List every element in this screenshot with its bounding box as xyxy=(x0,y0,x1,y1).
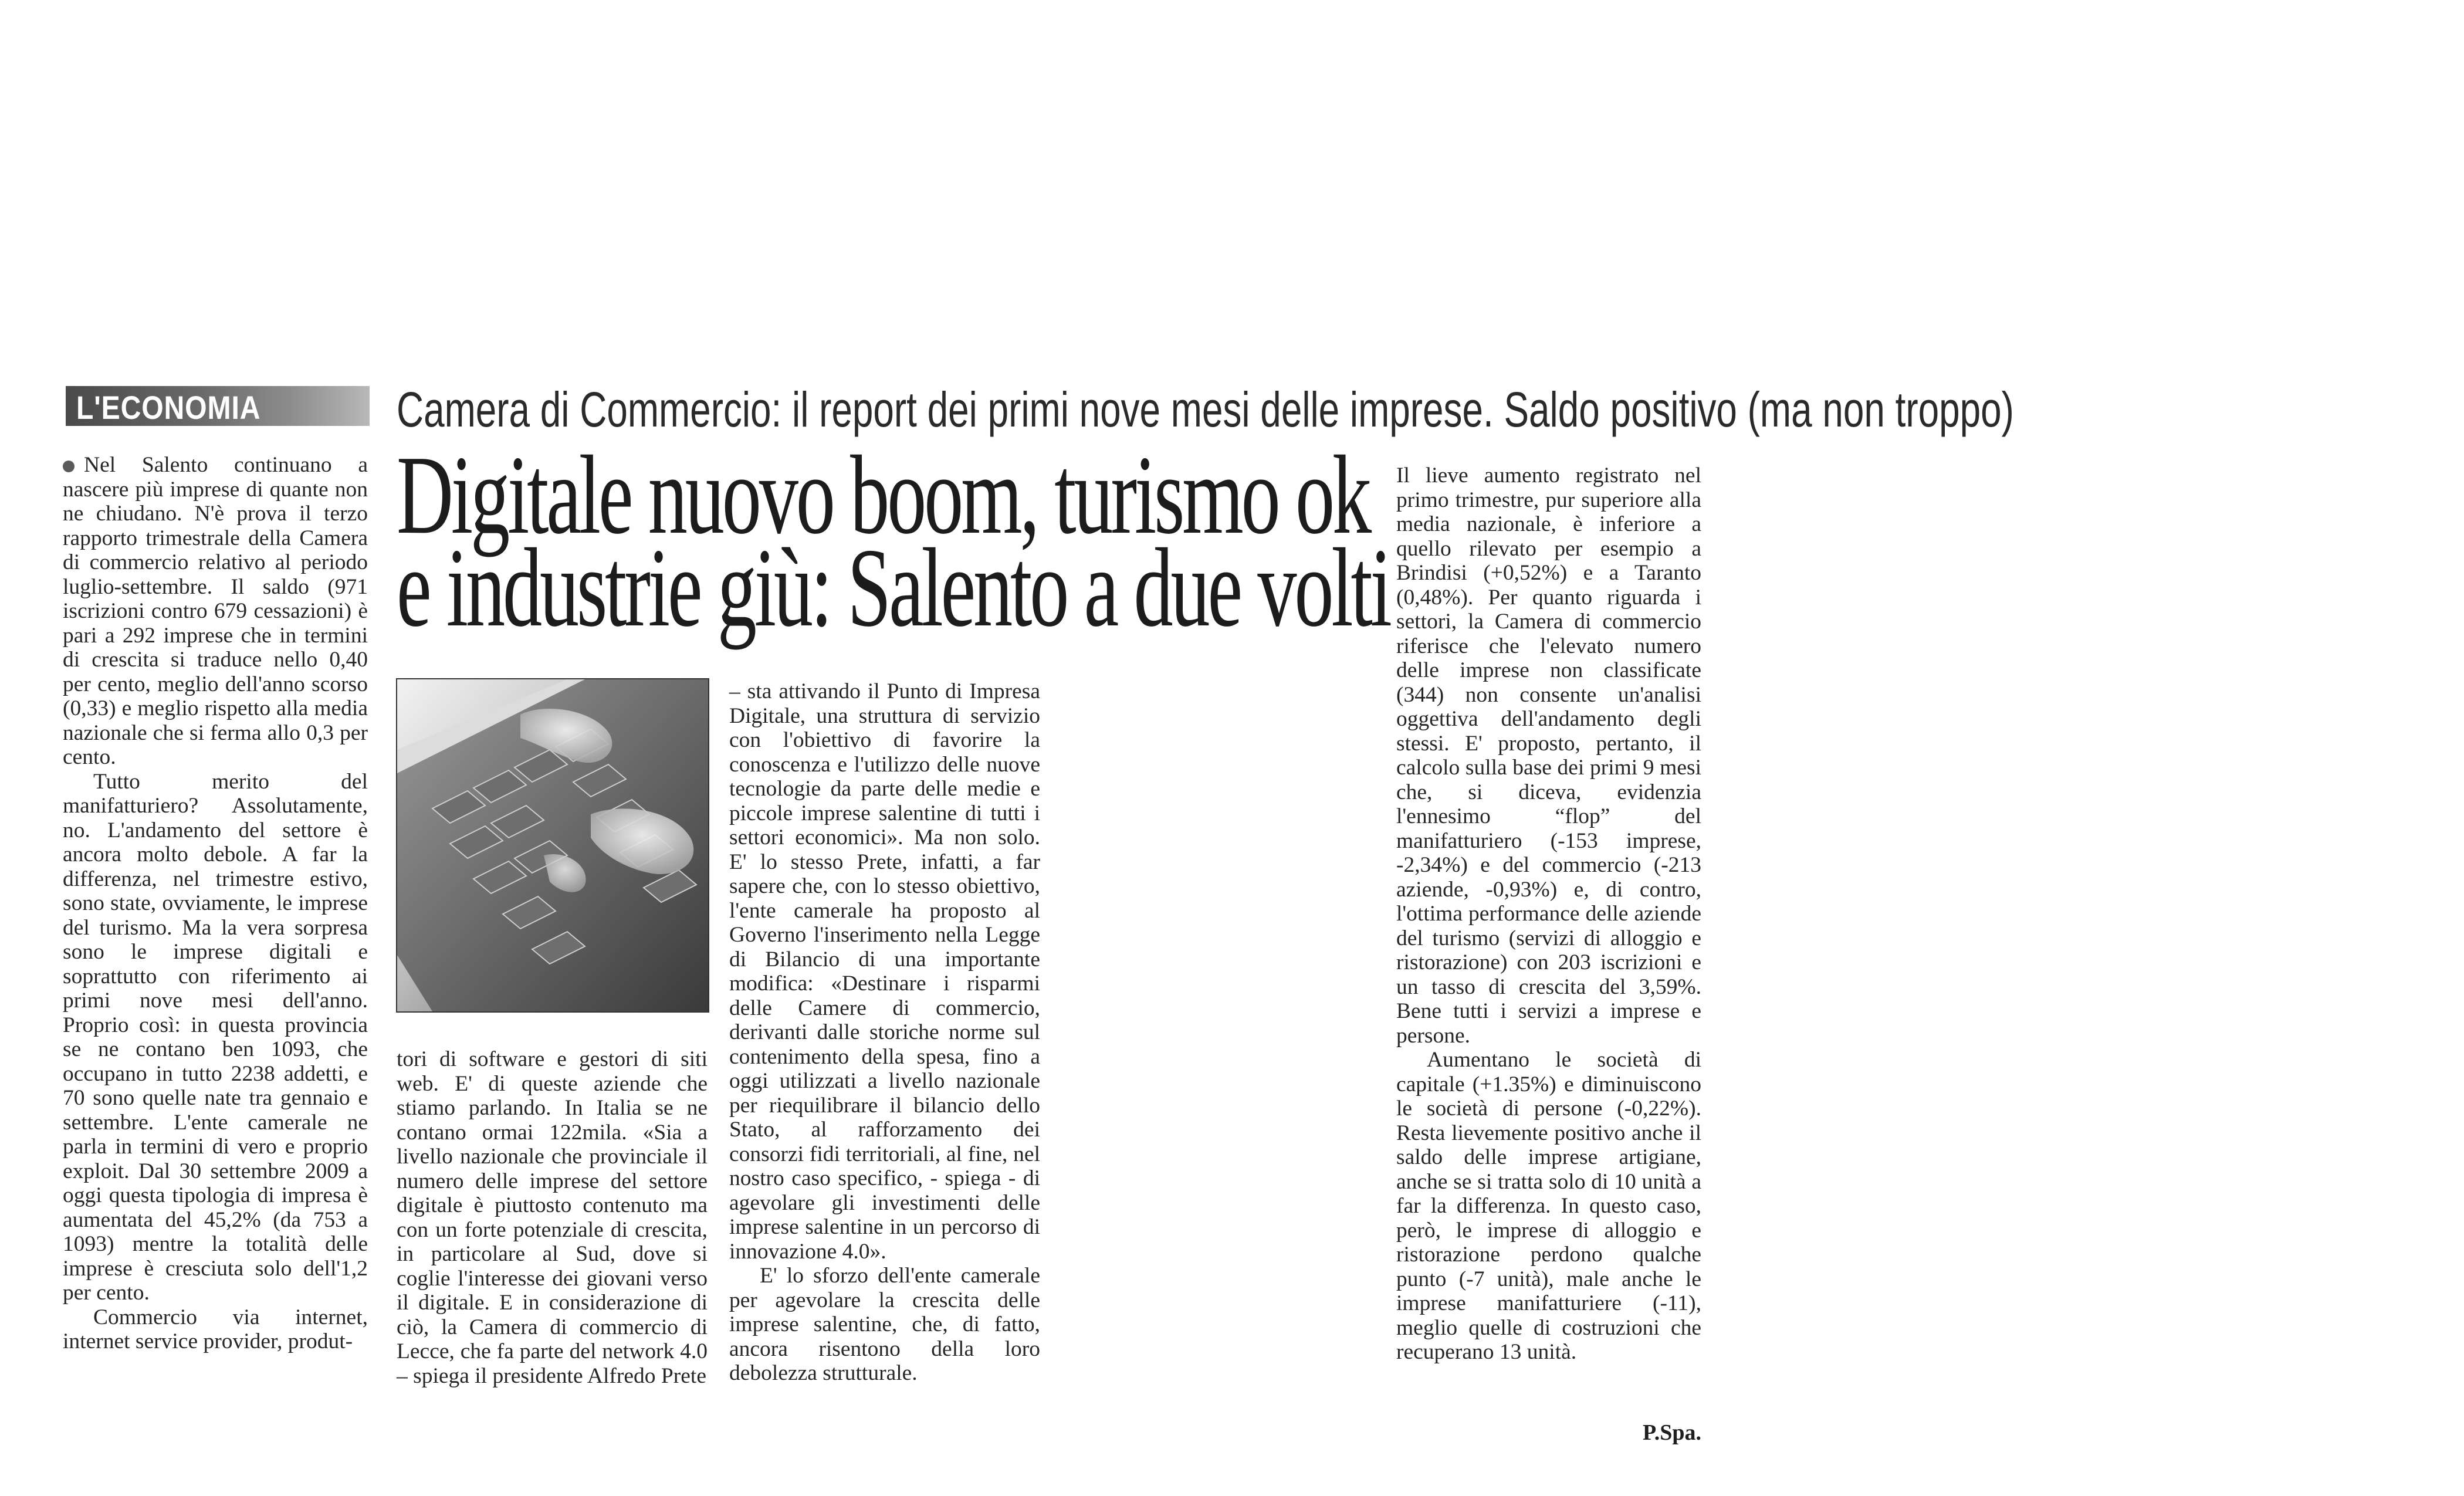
article-column-4 xyxy=(1396,463,1701,1461)
paragraph: – sta attivando il Punto di Impresa Digitale, una struttura di servizio con l'obiettivo di favorire la conoscenza e l'utilizzo delle nuove tecnologie da parte delle medie e piccole imprese salentine di tutti i settori economici». Ma non solo. E' lo stesso Prete, infatti, a far sapere che, con lo stesso obiettivo, l'ente camerale ha proposto al Governo l'inserimento nella Legge di Bilancio di una importante modifica: «Destinare i risparmi delle Camere di commercio, derivanti dalle storiche norme sul contenimento della spesa, fino a oggi utilizzati a livello nazionale per riequilibrare il bilancio dello Stato, al rafforzamento dei consorzi fidi territoriali, al fine, nel nostro caso specifico, - spiega - di agevolare gli investimenti delle imprese salentine in un percorso di innovazione 4.0». xyxy=(729,679,1040,1264)
paragraph: E' lo sforzo dell'ente camerale per agevolare la crescita delle imprese salentine, che, di fatto, ancora risentono della loro debolezza strutturale. xyxy=(729,1264,1040,1385)
paragraph: Aumentano le società di capitale (+1.35%) e diminuiscono le società di persone (-0,22%). Resta lievemente positivo anche il saldo delle imprese artigiane, anche se si tratta solo di 10 unità a far la differenza. In questo caso, però, le imprese di alloggio e ristorazione perdono qualche punto (-7 unità), male anche le imprese manifatturiere (-11), meglio quelle di costruzioni che recuperano 13 unità. xyxy=(1396,1048,1701,1364)
section-tag xyxy=(66,386,370,426)
laptop-keyboard-image xyxy=(397,679,708,1011)
kicker: Camera di Commercio: il report dei primi nove mesi delle imprese. Saldo positivo (ma non troppo) xyxy=(397,382,2014,437)
paragraph: tori di software e gestori di siti web. E' di queste aziende che stiamo parlando. In Italia se ne contano ormai 122mila. «Sia a livello nazionale che provinciale il numero delle imprese del settore digitale è piuttosto contenuto ma con un forte potenziale di crescita, in particolare al Sud, dove si coglie l'interesse dei giovani verso il digitale. E in considerazione di ciò, la Camera di commercio di Lecce, che fa parte del network 4.0 – spiega il presidente Alfredo Prete xyxy=(397,1047,708,1388)
section-tag-label: L'ECONOMIA xyxy=(76,389,261,426)
paragraph: Il lieve aumento registrato nel primo trimestre, pur superiore alla media nazionale, è inferiore a quello rilevato per esempio a Brindisi (+0,52%) e a Taranto (0,48%). Per quanto riguarda i settori, la Camera di commercio riferisce che l'elevato numero delle imprese non classificate (344) non consente un'analisi oggettiva dell'andamento degli stessi. E' proposto, pertanto, il calcolo sulla base dei primi 9 mesi che, si diceva, evidenzia l'ennesimo “flop” del manifatturiero (-153 imprese, -2,34%) e del commercio (-213 aziende, -0,93%) e, di contro, l'ottima performance delle aziende del turismo (servizi di alloggio e ristorazione) con 203 iscrizioni e un tasso di crescita del 3,59%. Bene tutti i servizi a imprese e persone. xyxy=(1396,463,1701,1048)
author-signature: P.Spa. xyxy=(1643,1420,1701,1445)
bullet-icon xyxy=(63,461,75,472)
headline-line-2: e industrie giù: Salento a due volti xyxy=(397,525,1390,650)
paragraph: Tutto merito del manifatturiero? Assolutamente, no. L'andamento del settore è ancora molto debole. A far la differenza, nel trimestre estivo, sono state, ovviamente, le imprese del turismo. Ma la vera sorpresa sono le imprese digitali e soprattutto con riferimento ai primi nove mesi dell'anno. Proprio così: in questa provincia se ne contano ben 1093, che occupano in tutto 2238 addetti, e 70 sono quelle nate tra gennaio e settembre. L'ente camerale ne parla in termini di vero e proprio exploit. Dal 30 settembre 2009 a oggi questa tipologia di impresa è aumentata del 45,2% (da 753 a 1093) mentre la totalità delle imprese è cresciuta solo dell'1,2 per cento. xyxy=(63,769,368,1305)
paragraph xyxy=(63,453,368,770)
article-column-3 xyxy=(729,679,1040,1460)
headline-line-1: Digitale nuovo boom, turismo ok xyxy=(397,432,1369,557)
paragraph-text: Nel Salento continuano a nascere più imprese di quante non ne chiudano. N'è prova il terzo rapporto trimestrale della Camera di commercio relativo al periodo luglio-settembre. Il saldo (971 iscrizioni contro 679 cessazioni) è pari a 292 imprese che in termini di crescita si traduce nello 0,40 per cento, meglio dell'anno scorso (0,33) e meglio rispetto alla media nazionale che si ferma allo 0,3 per cento. xyxy=(63,453,368,769)
paragraph: Commercio via internet, internet service provider, produt- xyxy=(63,1305,368,1353)
laptop-typing-photo xyxy=(396,678,709,1013)
article-column-2 xyxy=(397,1047,708,1458)
article-column-1 xyxy=(63,453,368,1450)
headline xyxy=(397,432,1394,650)
